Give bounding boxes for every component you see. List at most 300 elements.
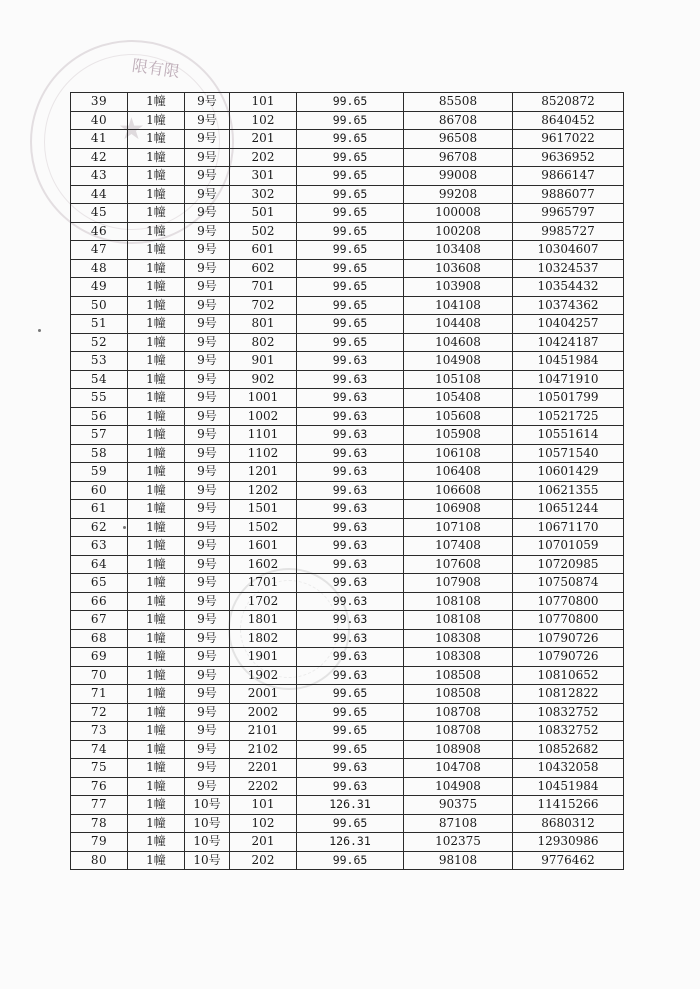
total-price-cell: 10750874 [513, 574, 624, 593]
area-cell: 99.65 [297, 722, 404, 741]
room-cell: 802 [230, 333, 297, 352]
building-cell: 1幢 [128, 93, 185, 112]
building-cell: 1幢 [128, 259, 185, 278]
total-price-cell: 10521725 [513, 407, 624, 426]
total-price-cell: 10451984 [513, 352, 624, 371]
room-cell: 1201 [230, 463, 297, 482]
row-index-cell: 49 [71, 278, 128, 297]
building-cell: 1幢 [128, 592, 185, 611]
room-cell: 902 [230, 370, 297, 389]
table-row [71, 518, 624, 537]
building-cell: 1幢 [128, 111, 185, 130]
unit-cell: 9号 [185, 574, 230, 593]
unit-cell: 9号 [185, 278, 230, 297]
room-cell: 1501 [230, 500, 297, 519]
area-cell: 99.63 [297, 389, 404, 408]
total-price-cell: 9776462 [513, 851, 624, 870]
row-index-cell: 60 [71, 481, 128, 500]
row-index-cell: 68 [71, 629, 128, 648]
room-cell: 602 [230, 259, 297, 278]
building-cell: 1幢 [128, 611, 185, 630]
area-cell: 99.63 [297, 537, 404, 556]
unit-price-cell: 104908 [404, 777, 513, 796]
unit-price-cell: 108508 [404, 685, 513, 704]
area-cell: 99.63 [297, 777, 404, 796]
unit-price-cell: 108308 [404, 629, 513, 648]
building-cell: 1幢 [128, 167, 185, 186]
unit-cell: 9号 [185, 592, 230, 611]
room-cell: 1901 [230, 648, 297, 667]
unit-price-cell: 107608 [404, 555, 513, 574]
total-price-cell: 10701059 [513, 537, 624, 556]
area-cell: 99.65 [297, 148, 404, 167]
unit-cell: 9号 [185, 111, 230, 130]
table-row [71, 851, 624, 870]
room-cell: 601 [230, 241, 297, 260]
unit-price-cell: 96708 [404, 148, 513, 167]
unit-price-cell: 104608 [404, 333, 513, 352]
building-cell: 1幢 [128, 685, 185, 704]
area-cell: 99.65 [297, 851, 404, 870]
table-row [71, 574, 624, 593]
unit-cell: 9号 [185, 648, 230, 667]
table-body [71, 93, 624, 870]
unit-cell: 9号 [185, 555, 230, 574]
total-price-cell: 10770800 [513, 611, 624, 630]
unit-price-cell: 107408 [404, 537, 513, 556]
building-cell: 1幢 [128, 389, 185, 408]
area-cell: 99.65 [297, 259, 404, 278]
building-cell: 1幢 [128, 814, 185, 833]
room-cell: 101 [230, 93, 297, 112]
unit-cell: 9号 [185, 611, 230, 630]
total-price-cell: 9617022 [513, 130, 624, 149]
table-row [71, 500, 624, 519]
row-index-cell: 61 [71, 500, 128, 519]
unit-cell: 9号 [185, 444, 230, 463]
total-price-cell: 10651244 [513, 500, 624, 519]
room-cell: 2201 [230, 759, 297, 778]
table-row [71, 463, 624, 482]
row-index-cell: 72 [71, 703, 128, 722]
table-row [71, 814, 624, 833]
unit-cell: 10号 [185, 814, 230, 833]
unit-cell: 9号 [185, 685, 230, 704]
total-price-cell: 8640452 [513, 111, 624, 130]
row-index-cell: 65 [71, 574, 128, 593]
room-cell: 702 [230, 296, 297, 315]
table-row [71, 130, 624, 149]
building-cell: 1幢 [128, 666, 185, 685]
table-row [71, 666, 624, 685]
row-index-cell: 67 [71, 611, 128, 630]
table-row [71, 444, 624, 463]
row-index-cell: 58 [71, 444, 128, 463]
building-cell: 1幢 [128, 740, 185, 759]
room-cell: 101 [230, 796, 297, 815]
room-cell: 1002 [230, 407, 297, 426]
row-index-cell: 50 [71, 296, 128, 315]
table-row [71, 111, 624, 130]
area-cell: 99.63 [297, 370, 404, 389]
total-price-cell: 10501799 [513, 389, 624, 408]
building-cell: 1幢 [128, 796, 185, 815]
area-cell: 99.63 [297, 611, 404, 630]
unit-cell: 9号 [185, 167, 230, 186]
total-price-cell: 9636952 [513, 148, 624, 167]
table-row [71, 407, 624, 426]
row-index-cell: 57 [71, 426, 128, 445]
row-index-cell: 41 [71, 130, 128, 149]
row-index-cell: 52 [71, 333, 128, 352]
unit-cell: 9号 [185, 315, 230, 334]
unit-cell: 9号 [185, 518, 230, 537]
total-price-cell: 10404257 [513, 315, 624, 334]
room-cell: 1202 [230, 481, 297, 500]
row-index-cell: 63 [71, 537, 128, 556]
unit-cell: 9号 [185, 407, 230, 426]
table-row [71, 148, 624, 167]
area-cell: 99.65 [297, 204, 404, 223]
building-cell: 1幢 [128, 185, 185, 204]
area-cell: 99.65 [297, 296, 404, 315]
table-row [71, 333, 624, 352]
row-index-cell: 48 [71, 259, 128, 278]
table-row [71, 555, 624, 574]
unit-cell: 9号 [185, 629, 230, 648]
building-cell: 1幢 [128, 148, 185, 167]
area-cell: 99.63 [297, 407, 404, 426]
row-index-cell: 80 [71, 851, 128, 870]
unit-price-cell: 100208 [404, 222, 513, 241]
row-index-cell: 55 [71, 389, 128, 408]
building-cell: 1幢 [128, 722, 185, 741]
unit-price-cell: 85508 [404, 93, 513, 112]
total-price-cell: 10790726 [513, 629, 624, 648]
row-index-cell: 42 [71, 148, 128, 167]
row-index-cell: 54 [71, 370, 128, 389]
table-row [71, 370, 624, 389]
room-cell: 2102 [230, 740, 297, 759]
total-price-cell: 10601429 [513, 463, 624, 482]
unit-cell: 9号 [185, 777, 230, 796]
row-index-cell: 62 [71, 518, 128, 537]
unit-price-cell: 108708 [404, 703, 513, 722]
table-row [71, 833, 624, 852]
unit-price-cell: 106608 [404, 481, 513, 500]
row-index-cell: 66 [71, 592, 128, 611]
unit-price-cell: 105108 [404, 370, 513, 389]
building-cell: 1幢 [128, 222, 185, 241]
total-price-cell: 10720985 [513, 555, 624, 574]
table-row [71, 278, 624, 297]
unit-price-cell: 104108 [404, 296, 513, 315]
total-price-cell: 8680312 [513, 814, 624, 833]
area-cell: 99.63 [297, 648, 404, 667]
total-price-cell: 10671170 [513, 518, 624, 537]
table-row [71, 648, 624, 667]
total-price-cell: 9886077 [513, 185, 624, 204]
building-cell: 1幢 [128, 555, 185, 574]
room-cell: 1502 [230, 518, 297, 537]
unit-price-cell: 108908 [404, 740, 513, 759]
area-cell: 99.63 [297, 759, 404, 778]
area-cell: 99.63 [297, 500, 404, 519]
room-cell: 2202 [230, 777, 297, 796]
unit-price-cell: 108708 [404, 722, 513, 741]
table-row [71, 592, 624, 611]
unit-cell: 9号 [185, 93, 230, 112]
unit-cell: 9号 [185, 185, 230, 204]
room-cell: 1801 [230, 611, 297, 630]
total-price-cell: 10852682 [513, 740, 624, 759]
unit-price-cell: 99008 [404, 167, 513, 186]
row-index-cell: 73 [71, 722, 128, 741]
area-cell: 99.65 [297, 814, 404, 833]
unit-price-cell: 106108 [404, 444, 513, 463]
unit-price-cell: 90375 [404, 796, 513, 815]
table-row [71, 93, 624, 112]
area-cell: 99.63 [297, 555, 404, 574]
unit-price-cell: 104908 [404, 352, 513, 371]
row-index-cell: 53 [71, 352, 128, 371]
unit-price-cell: 107908 [404, 574, 513, 593]
building-cell: 1幢 [128, 759, 185, 778]
row-index-cell: 74 [71, 740, 128, 759]
row-index-cell: 44 [71, 185, 128, 204]
area-cell: 99.63 [297, 518, 404, 537]
area-cell: 99.65 [297, 185, 404, 204]
table-row [71, 204, 624, 223]
building-cell: 1幢 [128, 833, 185, 852]
total-price-cell: 9965797 [513, 204, 624, 223]
table-row [71, 629, 624, 648]
room-cell: 1102 [230, 444, 297, 463]
total-price-cell: 10770800 [513, 592, 624, 611]
room-cell: 502 [230, 222, 297, 241]
table-row [71, 426, 624, 445]
area-cell: 99.63 [297, 444, 404, 463]
building-cell: 1幢 [128, 130, 185, 149]
table-row [71, 722, 624, 741]
building-cell: 1幢 [128, 333, 185, 352]
unit-price-cell: 103908 [404, 278, 513, 297]
unit-cell: 9号 [185, 259, 230, 278]
area-cell: 99.63 [297, 629, 404, 648]
area-cell: 99.65 [297, 278, 404, 297]
area-cell: 99.65 [297, 167, 404, 186]
total-price-cell: 10571540 [513, 444, 624, 463]
area-cell: 99.65 [297, 241, 404, 260]
total-price-cell: 10304607 [513, 241, 624, 260]
room-cell: 2002 [230, 703, 297, 722]
total-price-cell: 8520872 [513, 93, 624, 112]
unit-cell: 9号 [185, 759, 230, 778]
row-index-cell: 40 [71, 111, 128, 130]
room-cell: 201 [230, 130, 297, 149]
building-cell: 1幢 [128, 370, 185, 389]
total-price-cell: 10471910 [513, 370, 624, 389]
area-cell: 126.31 [297, 796, 404, 815]
area-cell: 99.65 [297, 740, 404, 759]
unit-price-cell: 105908 [404, 426, 513, 445]
table-row [71, 759, 624, 778]
unit-price-cell: 108108 [404, 592, 513, 611]
unit-cell: 9号 [185, 722, 230, 741]
unit-cell: 9号 [185, 703, 230, 722]
row-index-cell: 46 [71, 222, 128, 241]
row-index-cell: 71 [71, 685, 128, 704]
table-row [71, 167, 624, 186]
area-cell: 99.63 [297, 592, 404, 611]
total-price-cell: 10810652 [513, 666, 624, 685]
total-price-cell: 10324537 [513, 259, 624, 278]
room-cell: 1601 [230, 537, 297, 556]
unit-price-cell: 86708 [404, 111, 513, 130]
room-cell: 102 [230, 111, 297, 130]
unit-cell: 9号 [185, 463, 230, 482]
area-cell: 99.63 [297, 666, 404, 685]
area-cell: 99.65 [297, 315, 404, 334]
table-row [71, 315, 624, 334]
room-cell: 1101 [230, 426, 297, 445]
table-row [71, 703, 624, 722]
row-index-cell: 51 [71, 315, 128, 334]
room-cell: 801 [230, 315, 297, 334]
area-cell: 99.65 [297, 685, 404, 704]
unit-price-cell: 102375 [404, 833, 513, 852]
unit-price-cell: 100008 [404, 204, 513, 223]
row-index-cell: 79 [71, 833, 128, 852]
table-row [71, 222, 624, 241]
unit-price-cell: 105608 [404, 407, 513, 426]
room-cell: 2101 [230, 722, 297, 741]
unit-price-cell: 108308 [404, 648, 513, 667]
unit-price-cell: 106908 [404, 500, 513, 519]
building-cell: 1幢 [128, 851, 185, 870]
unit-price-cell: 104408 [404, 315, 513, 334]
building-cell: 1幢 [128, 315, 185, 334]
unit-price-cell: 108108 [404, 611, 513, 630]
room-cell: 2001 [230, 685, 297, 704]
row-index-cell: 76 [71, 777, 128, 796]
row-index-cell: 75 [71, 759, 128, 778]
building-cell: 1幢 [128, 407, 185, 426]
unit-price-cell: 87108 [404, 814, 513, 833]
area-cell: 99.63 [297, 352, 404, 371]
unit-cell: 9号 [185, 370, 230, 389]
unit-price-cell: 103408 [404, 241, 513, 260]
seal-star-icon: ★ [118, 112, 145, 147]
row-index-cell: 43 [71, 167, 128, 186]
table-row [71, 611, 624, 630]
unit-cell: 9号 [185, 130, 230, 149]
room-cell: 202 [230, 148, 297, 167]
table-row [71, 296, 624, 315]
table-row [71, 740, 624, 759]
unit-price-cell: 106408 [404, 463, 513, 482]
table-row [71, 685, 624, 704]
area-cell: 99.63 [297, 463, 404, 482]
area-cell: 126.31 [297, 833, 404, 852]
room-cell: 1702 [230, 592, 297, 611]
table-row [71, 352, 624, 371]
unit-price-cell: 105408 [404, 389, 513, 408]
room-cell: 302 [230, 185, 297, 204]
total-price-cell: 10374362 [513, 296, 624, 315]
room-cell: 202 [230, 851, 297, 870]
row-index-cell: 59 [71, 463, 128, 482]
unit-cell: 9号 [185, 352, 230, 371]
unit-cell: 9号 [185, 204, 230, 223]
building-cell: 1幢 [128, 703, 185, 722]
area-cell: 99.65 [297, 703, 404, 722]
building-cell: 1幢 [128, 648, 185, 667]
building-cell: 1幢 [128, 352, 185, 371]
unit-price-cell: 108508 [404, 666, 513, 685]
unit-cell: 9号 [185, 148, 230, 167]
total-price-cell: 10790726 [513, 648, 624, 667]
unit-cell: 10号 [185, 796, 230, 815]
unit-cell: 9号 [185, 333, 230, 352]
table-row [71, 241, 624, 260]
row-index-cell: 78 [71, 814, 128, 833]
unit-price-cell: 98108 [404, 851, 513, 870]
building-cell: 1幢 [128, 463, 185, 482]
unit-cell: 9号 [185, 537, 230, 556]
row-index-cell: 39 [71, 93, 128, 112]
total-price-cell: 10832752 [513, 722, 624, 741]
table-row [71, 259, 624, 278]
room-cell: 1902 [230, 666, 297, 685]
room-cell: 501 [230, 204, 297, 223]
unit-cell: 9号 [185, 740, 230, 759]
row-index-cell: 45 [71, 204, 128, 223]
area-cell: 99.63 [297, 574, 404, 593]
room-cell: 901 [230, 352, 297, 371]
total-price-cell: 10451984 [513, 777, 624, 796]
row-index-cell: 56 [71, 407, 128, 426]
room-cell: 701 [230, 278, 297, 297]
total-price-cell: 10424187 [513, 333, 624, 352]
room-cell: 1001 [230, 389, 297, 408]
table-row [71, 481, 624, 500]
unit-cell: 9号 [185, 426, 230, 445]
room-cell: 301 [230, 167, 297, 186]
scan-speck [38, 329, 41, 332]
unit-price-cell: 99208 [404, 185, 513, 204]
building-cell: 1幢 [128, 241, 185, 260]
room-cell: 201 [230, 833, 297, 852]
total-price-cell: 9866147 [513, 167, 624, 186]
room-cell: 1701 [230, 574, 297, 593]
building-cell: 1幢 [128, 537, 185, 556]
unit-price-cell: 103608 [404, 259, 513, 278]
building-cell: 1幢 [128, 481, 185, 500]
row-index-cell: 47 [71, 241, 128, 260]
row-index-cell: 77 [71, 796, 128, 815]
building-cell: 1幢 [128, 629, 185, 648]
area-cell: 99.65 [297, 93, 404, 112]
unit-cell: 10号 [185, 833, 230, 852]
building-cell: 1幢 [128, 296, 185, 315]
total-price-cell: 10432058 [513, 759, 624, 778]
unit-cell: 9号 [185, 222, 230, 241]
price-table [70, 92, 624, 870]
building-cell: 1幢 [128, 777, 185, 796]
table-row [71, 185, 624, 204]
area-cell: 99.65 [297, 111, 404, 130]
